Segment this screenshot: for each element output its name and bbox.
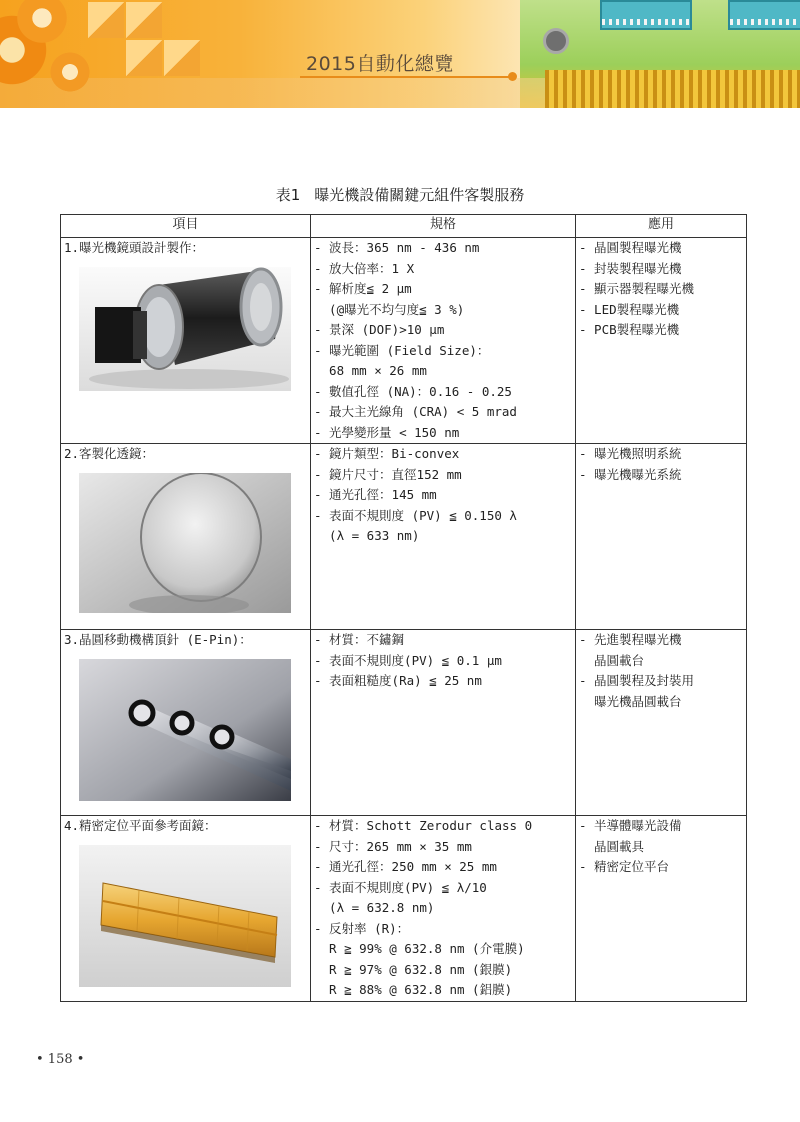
spec-line: - 表面不規則度(PV) ≦ 0.1 μm <box>314 652 502 668</box>
application-line: - 半導體曝光設備 <box>579 818 682 833</box>
spec-line: - 放大倍率：1 X <box>314 260 415 276</box>
application-cell <box>576 444 747 630</box>
application-line: 晶圓載具 <box>579 838 645 854</box>
spec-line: R ≧ 99% @ 632.8 nm (介電膜) <box>314 941 525 956</box>
application-line: - 曝光機照明系統 <box>579 446 682 461</box>
application-line: - 晶圓製程及封裝用 <box>579 673 695 688</box>
pyramid-tile-icon <box>88 2 124 38</box>
table-caption-number: 表1 <box>275 186 301 204</box>
item-cell <box>61 444 311 630</box>
column-header-item: 項目 <box>61 215 311 238</box>
application-line: - LED製程曝光機 <box>579 301 680 317</box>
application-line: - 先進製程曝光機 <box>579 632 682 647</box>
table-caption <box>0 184 800 205</box>
table-row <box>61 630 747 816</box>
table-row <box>61 816 747 1002</box>
header-banner <box>0 0 800 108</box>
application-line: - PCB製程曝光機 <box>579 322 680 337</box>
spec-line: - 曝光範圍 (Field Size)： <box>314 342 490 358</box>
application-line: - 顯示器製程曝光機 <box>579 281 695 296</box>
column-header-application: 應用 <box>576 215 747 238</box>
spec-line: - 表面粗糙度(Ra) ≦ 25 nm <box>314 673 482 688</box>
item-cell <box>61 630 311 816</box>
pyramid-tile-icon <box>126 40 162 76</box>
spec-cell <box>311 816 576 1002</box>
spec-line: - 表面不規則度(PV) ≦ λ/10 <box>314 879 487 895</box>
spec-cell <box>311 444 576 630</box>
page-number: • 158 • <box>36 1052 85 1067</box>
circuit-stripes <box>545 70 800 108</box>
application-line: 晶圓載台 <box>579 652 645 668</box>
item-name: 2.客製化透鏡： <box>64 446 155 461</box>
spec-line: 68 mm × 26 mm <box>314 363 427 378</box>
spec-line: - 材質：Schott Zerodur class 0 <box>314 818 533 833</box>
spec-line: - 數值孔徑 (NA)：0.16 - 0.25 <box>314 383 512 399</box>
application-line: - 晶圓製程曝光機 <box>579 240 682 255</box>
spec-line: - 解析度≦ 2 μm <box>314 281 412 296</box>
circuit-node-icon <box>543 28 569 54</box>
table-caption-text: 曝光機設備關鍵元組件客製服務 <box>314 186 525 204</box>
table-row <box>61 238 747 444</box>
spec-line: - 反射率 (R)： <box>314 920 410 936</box>
spec-line: R ≧ 97% @ 632.8 nm (銀膜) <box>314 961 513 977</box>
item-cell <box>61 238 311 444</box>
spec-cell <box>311 238 576 444</box>
item-name: 4.精密定位平面參考面鏡： <box>64 818 217 833</box>
spec-line: - 通光孔徑：145 mm <box>314 487 437 502</box>
spec-line: - 最大主光線角 (CRA) < 5 mrad <box>314 404 517 419</box>
spec-line: - 尺寸：265 mm × 35 mm <box>314 838 472 854</box>
table-row <box>61 444 747 630</box>
chip-icon <box>600 0 692 30</box>
item-cell <box>61 816 311 1002</box>
spec-line: (@曝光不均勻度≦ 3 %) <box>314 301 465 317</box>
spec-line: - 光學變形量 < 150 nm <box>314 424 460 440</box>
spec-cell <box>311 630 576 816</box>
application-cell <box>576 630 747 816</box>
item-name: 1.曝光機鏡頭設計製作： <box>64 240 205 255</box>
spec-line: R ≧ 88% @ 632.8 nm (鋁膜) <box>314 982 513 997</box>
item-name: 3.晶圓移動機構頂針 (E-Pin)： <box>64 632 252 647</box>
spec-line: - 波長：365 nm - 436 nm <box>314 240 480 255</box>
e-pin-photo <box>79 659 291 801</box>
reference-mirror-photo <box>79 845 291 987</box>
application-cell <box>576 238 747 444</box>
spec-table <box>60 214 747 1002</box>
header-underline <box>300 76 512 78</box>
application-line: - 曝光機曝光系統 <box>579 466 682 482</box>
spec-line: (λ = 633 nm) <box>314 528 420 543</box>
lens-photo <box>79 473 291 613</box>
application-line: 曝光機晶圓載台 <box>579 693 682 709</box>
pyramid-tile-icon <box>126 2 162 38</box>
spec-line: - 材質：不鏽鋼 <box>314 632 405 647</box>
gear-icon <box>48 50 92 94</box>
application-line: - 精密定位平台 <box>579 859 670 874</box>
spec-line: - 表面不規則度 (PV) ≦ 0.150 λ <box>314 507 517 523</box>
application-cell <box>576 816 747 1002</box>
chip-icon <box>728 0 800 30</box>
column-header-spec: 規格 <box>311 215 576 238</box>
spec-line: - 鏡片尺寸：直徑152 mm <box>314 466 462 482</box>
header-underline-dot <box>508 72 517 81</box>
spec-line: - 鏡片類型：Bi-convex <box>314 446 460 461</box>
application-line: - 封裝製程曝光機 <box>579 260 682 276</box>
spec-line: - 景深 (DOF)>10 μm <box>314 322 445 337</box>
table-header-row <box>61 215 747 238</box>
spec-line: (λ = 632.8 nm) <box>314 900 435 915</box>
pyramid-tile-icon <box>164 40 200 76</box>
spec-line: - 通光孔徑：250 mm × 25 mm <box>314 859 497 874</box>
exposure-lens-photo <box>79 267 291 391</box>
header-title: 2015自動化總覽 <box>306 53 454 75</box>
